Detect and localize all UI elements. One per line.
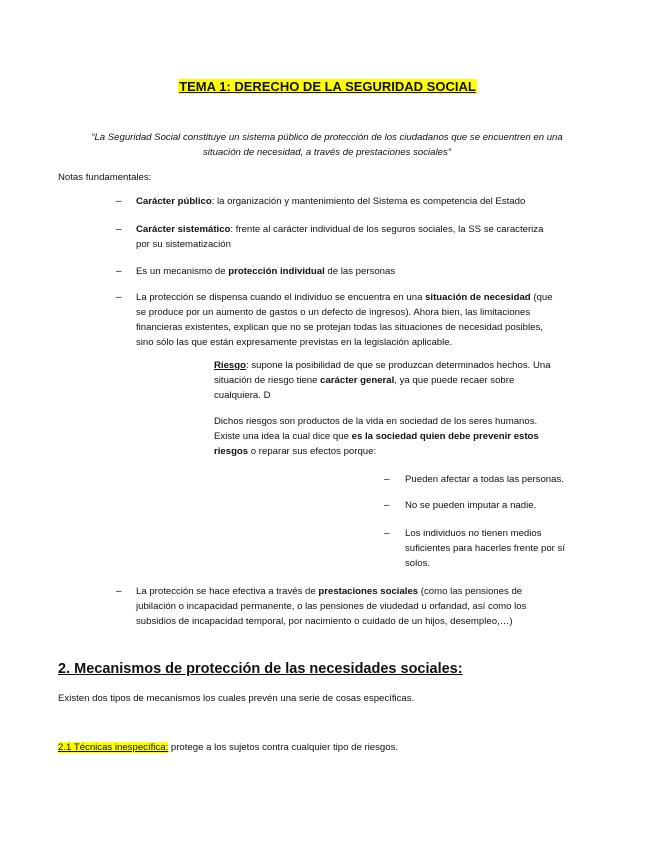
bullet-text: La protección se hace efectiva a través de [136,586,319,597]
definition-quote [62,130,592,160]
quote-line-2: situación de necesidad, a través de prestaciones sociales” [203,147,451,158]
bullet-dash: – [384,500,390,511]
document-title-text: TEMA 1: DERECHO DE LA SEGURIDAD SOCIAL [179,79,476,94]
bullet-bold: Carácter público [136,196,212,207]
sub-bullet-line-3: solos. [405,558,431,569]
riesgo-paragraph [214,358,604,403]
section-2-intro: Existen dos tipos de mecanismos los cuales prevén una serie de cosas específicas. [58,693,415,704]
bullet-item-caracter-sistematico [136,222,606,252]
bullet-dash: – [116,586,122,597]
bullet-bold: situación de necesidad [425,292,531,303]
bullet-text: : frente al carácter individual de los seguros sociales, la SS se caracteriza [230,224,544,235]
bullet-text: (como las pensiones de [418,586,523,597]
dichos-bold: riesgos [214,446,249,457]
bullet-text: de las personas [324,266,396,277]
bullet-dash: – [116,196,122,207]
riesgo-bold: carácter general [320,375,395,386]
section-2-1-text: protege a los sujetos contra cualquier tipo de riesgos. [168,742,399,753]
bullet-item-proteccion-individual [136,264,606,279]
bullet-dash: – [116,224,122,235]
bullet-item-caracter-publico [136,194,606,209]
bullet-line-3: subsidios de incapacidad temporal, por nacimiento o cuidado de un hijos, desempleo,…) [136,616,513,627]
bullet-item-situacion-necesidad [136,290,606,350]
bullet-dash: – [116,292,122,303]
riesgo-text: situación de riesgo tiene [214,375,321,386]
riesgo-term: Riesgo [214,360,246,371]
bullet-bold: protección individual [228,266,325,277]
riesgo-text: , ya que puede recaer sobre [394,375,515,386]
notes-label: Notas fundamentales: [58,172,152,183]
dichos-text: Existe una idea la cual dice que [214,431,352,442]
riesgo-text: : supone la posibilidad de que se produzcan determinados hechos. Una [246,360,551,371]
sub-bullet-line-1: Los individuos no tienen medios [405,528,542,539]
bullet-line-3: financieras existentes, explican que no se protejan todas las situaciones de necesidad posibles, [136,322,543,333]
dichos-text: o reparar sus efectos porque: [248,446,377,457]
bullet-bold: prestaciones sociales [318,586,419,597]
bullet-dash: – [116,266,122,277]
bullet-line-4: sino sólo las que están expresamente previstas en la legislación aplicable. [136,337,453,348]
sub-bullet-line-2: suficientes para hacerles frente por sí [405,543,565,554]
sub-bullet-afectar: Pueden afectar a todas las personas. [405,474,564,485]
dichos-bold: es la sociedad quien debe prevenir estos [351,431,539,442]
quote-line-1: “La Seguridad Social constituye un sistema público de protección de los ciudadanos que se encuentren en una [91,132,563,143]
sub-bullet-imputar: No se pueden imputar a nadie. [405,500,537,511]
section-2-1-paragraph [58,740,618,755]
document-title [0,78,655,96]
bullet-text: Es un mecanismo de [136,266,229,277]
bullet-text: (que [530,292,553,303]
bullet-line-2: se produce por un aumento de gastos o un defecto de ingresos). Ahora bien, las limitaciones [136,307,531,318]
bullet-text: La protección se dispensa cuando el individuo se encuentra en una [136,292,426,303]
riesgo-line-3: cualquiera. D [214,390,271,401]
section-2-heading: 2. Mecanismos de protección de las necesidades sociales: [58,661,463,677]
bullet-dash: – [384,474,390,485]
bullet-text: : la organización y mantenimiento del Sistema es competencia del Estado [211,196,526,207]
dichos-paragraph [214,414,604,459]
bullet-text-line-2: por su sistematización [136,239,231,250]
bullet-item-prestaciones [136,584,606,629]
bullet-bold: Carácter sistemático [136,224,231,235]
dichos-line-1: Dichos riesgos son productos de la vida en sociedad de los seres humanos. [214,416,538,427]
bullet-line-2: jubilación o incapacidad permanente, o las pensiones de viudedad u orfandad, así como los [136,601,527,612]
section-2-1-label: 2.1 Técnicas inespecífica: [58,742,169,753]
bullet-dash: – [384,528,390,539]
sub-bullet-medios [405,526,605,571]
